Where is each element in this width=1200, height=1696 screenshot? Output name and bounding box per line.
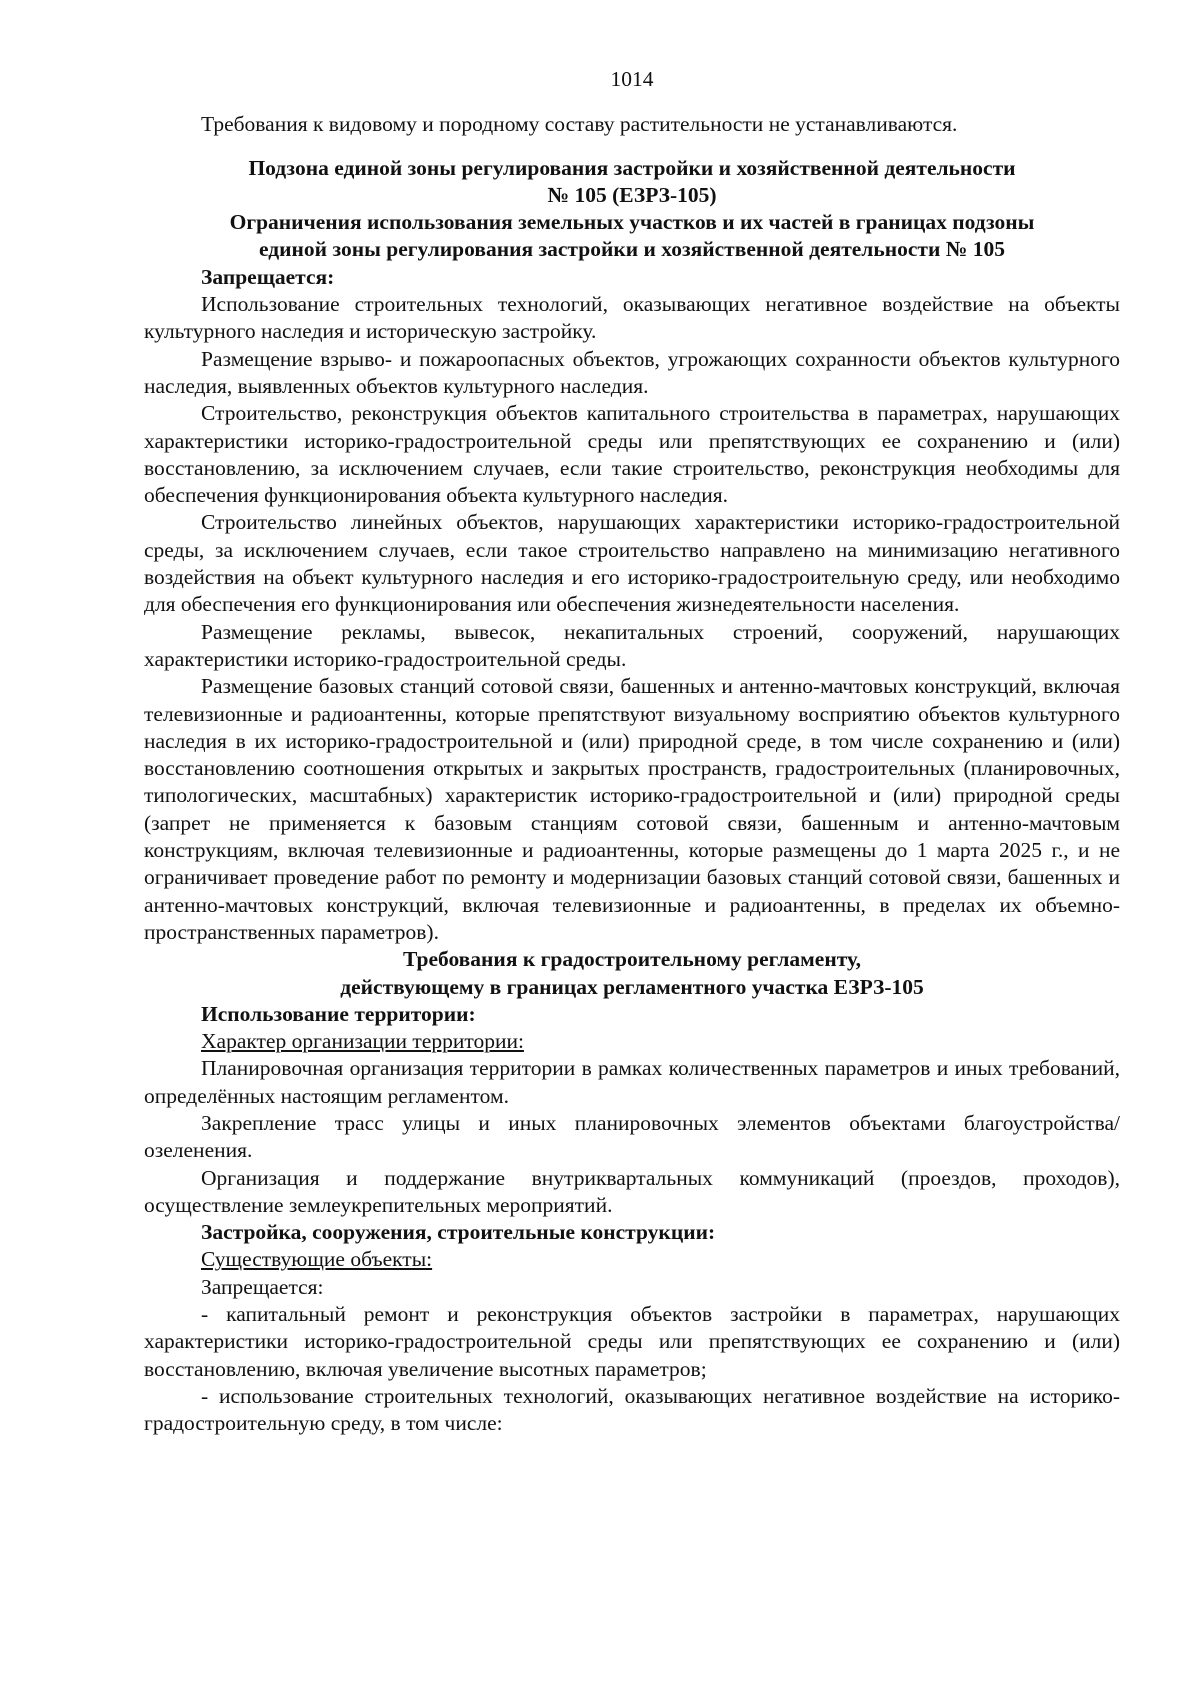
forbidden-item: Использование строительных технологий, оказывающих негативное воздействие на объекты культурного наследия и историческую застройку. (144, 292, 1120, 344)
existing-item: - капитальный ремонт и реконструкция объектов застройки в параметрах, нарушающих характеристики историко-градостроительной среды или препятствующих ее сохранению и (или) восстановлению, включая увеличение высотных параметров; (144, 1302, 1120, 1381)
regulation-heading-line1: Требования к градостроительному регламенту, (402, 947, 861, 972)
regulation-heading (144, 946, 1120, 1001)
intro-paragraph: Требования к видовому и породному составу растительности не устанавливаются. (201, 112, 958, 137)
document-page (144, 66, 1120, 1438)
subzone-heading-line1: Подзона единой зоны регулирования застройки и хозяйственной деятельности (248, 155, 1016, 180)
forbidden-label: Запрещается: (201, 264, 335, 289)
territory-item: Закрепление трасс улицы и иных планировочных элементов объектами благоустройства/озеленения. (144, 1110, 1120, 1163)
territory-label: Использование территории: (201, 1001, 476, 1026)
existing-objects-sublabel: Существующие объекты: (201, 1247, 433, 1272)
territory-item: Планировочная организация территории в рамках количественных параметров и иных требований, определённых настоящим регламентом. (144, 1056, 1120, 1108)
forbidden-item: Строительство, реконструкция объектов капитального строительства в параметрах, нарушающих характеристики историко-градостроительной среды или препятствующих ее сохранению и (или) восстановлению, за исключением случаев, если такие строительство, реконструкция необходимы для обеспечения функционирования объекта культурного наследия. (144, 401, 1120, 508)
territory-sublabel: Характер организации территории: (201, 1029, 524, 1054)
restrictions-heading (144, 209, 1120, 264)
subzone-heading-line2: № 105 (ЕЗРЗ-105) (547, 182, 717, 207)
construction-label: Застройка, сооружения, строительные конструкции: (201, 1220, 716, 1245)
existing-item: - использование строительных технологий, оказывающих негативное воздействие на историко-градостроительную среду, в том числе: (144, 1383, 1120, 1436)
page-number: 1014 (610, 67, 654, 91)
subzone-heading (144, 155, 1120, 210)
existing-forbidden-label: Запрещается: (201, 1274, 324, 1299)
territory-item: Организация и поддержание внутриквартальных коммуникаций (проездов, проходов), осуществление землеукрепительных мероприятий. (144, 1165, 1120, 1217)
forbidden-item: Размещение базовых станций сотовой связи, башенных и антенно-мачтовых конструкций, включая телевизионные и радиоантенны, которые препятствуют визуальному восприятию объектов культурного наследия в их историко-градостроительной и (или) природной среде, в том числе сохранению и (или) восстановлению соотношения открытых и закрытых пространств, градостроительных (планировочных, типологических, масштабных) характеристик историко-градостроительной и (или) природной среды (запрет не применяется к базовым станциям сотовой связи, башенным и антенно-мачтовым конструкциям, включая телевизионные и радиоантенны, которые размещены до 1 марта 2025 г., и не ограничивает проведение работ по ремонту и модернизации базовых станций сотовой связи, башенных и антенно-мачтовых конструкций, включая телевизионные и радиоантенны, в пределах их объемно-пространственных параметров). (144, 674, 1120, 944)
restrictions-heading-line1: Ограничения использования земельных участков и их частей в границах подзоны (229, 210, 1035, 235)
restrictions-heading-line2: единой зоны регулирования застройки и хозяйственной деятельности № 105 (259, 237, 1005, 262)
forbidden-item: Строительство линейных объектов, нарушающих характеристики историко-градостроительной среды, за исключением случаев, если такое строительство направлено на минимизацию негативного воздействия на объект культурного наследия и его историко-градостроительную среду, или необходимо для обеспечения его функционирования или обеспечения жизнедеятельности населения. (144, 510, 1120, 617)
forbidden-item: Размещение рекламы, вывесок, некапитальных строений, сооружений, нарушающих характеристики историко-градостроительной среды. (144, 619, 1120, 671)
forbidden-item: Размещение взрыво- и пожароопасных объектов, угрожающих сохранности объектов культурного наследия, выявленных объектов культурного наследия. (144, 346, 1120, 398)
regulation-heading-line2: действующему в границах регламентного участка ЕЗРЗ-105 (340, 974, 924, 999)
